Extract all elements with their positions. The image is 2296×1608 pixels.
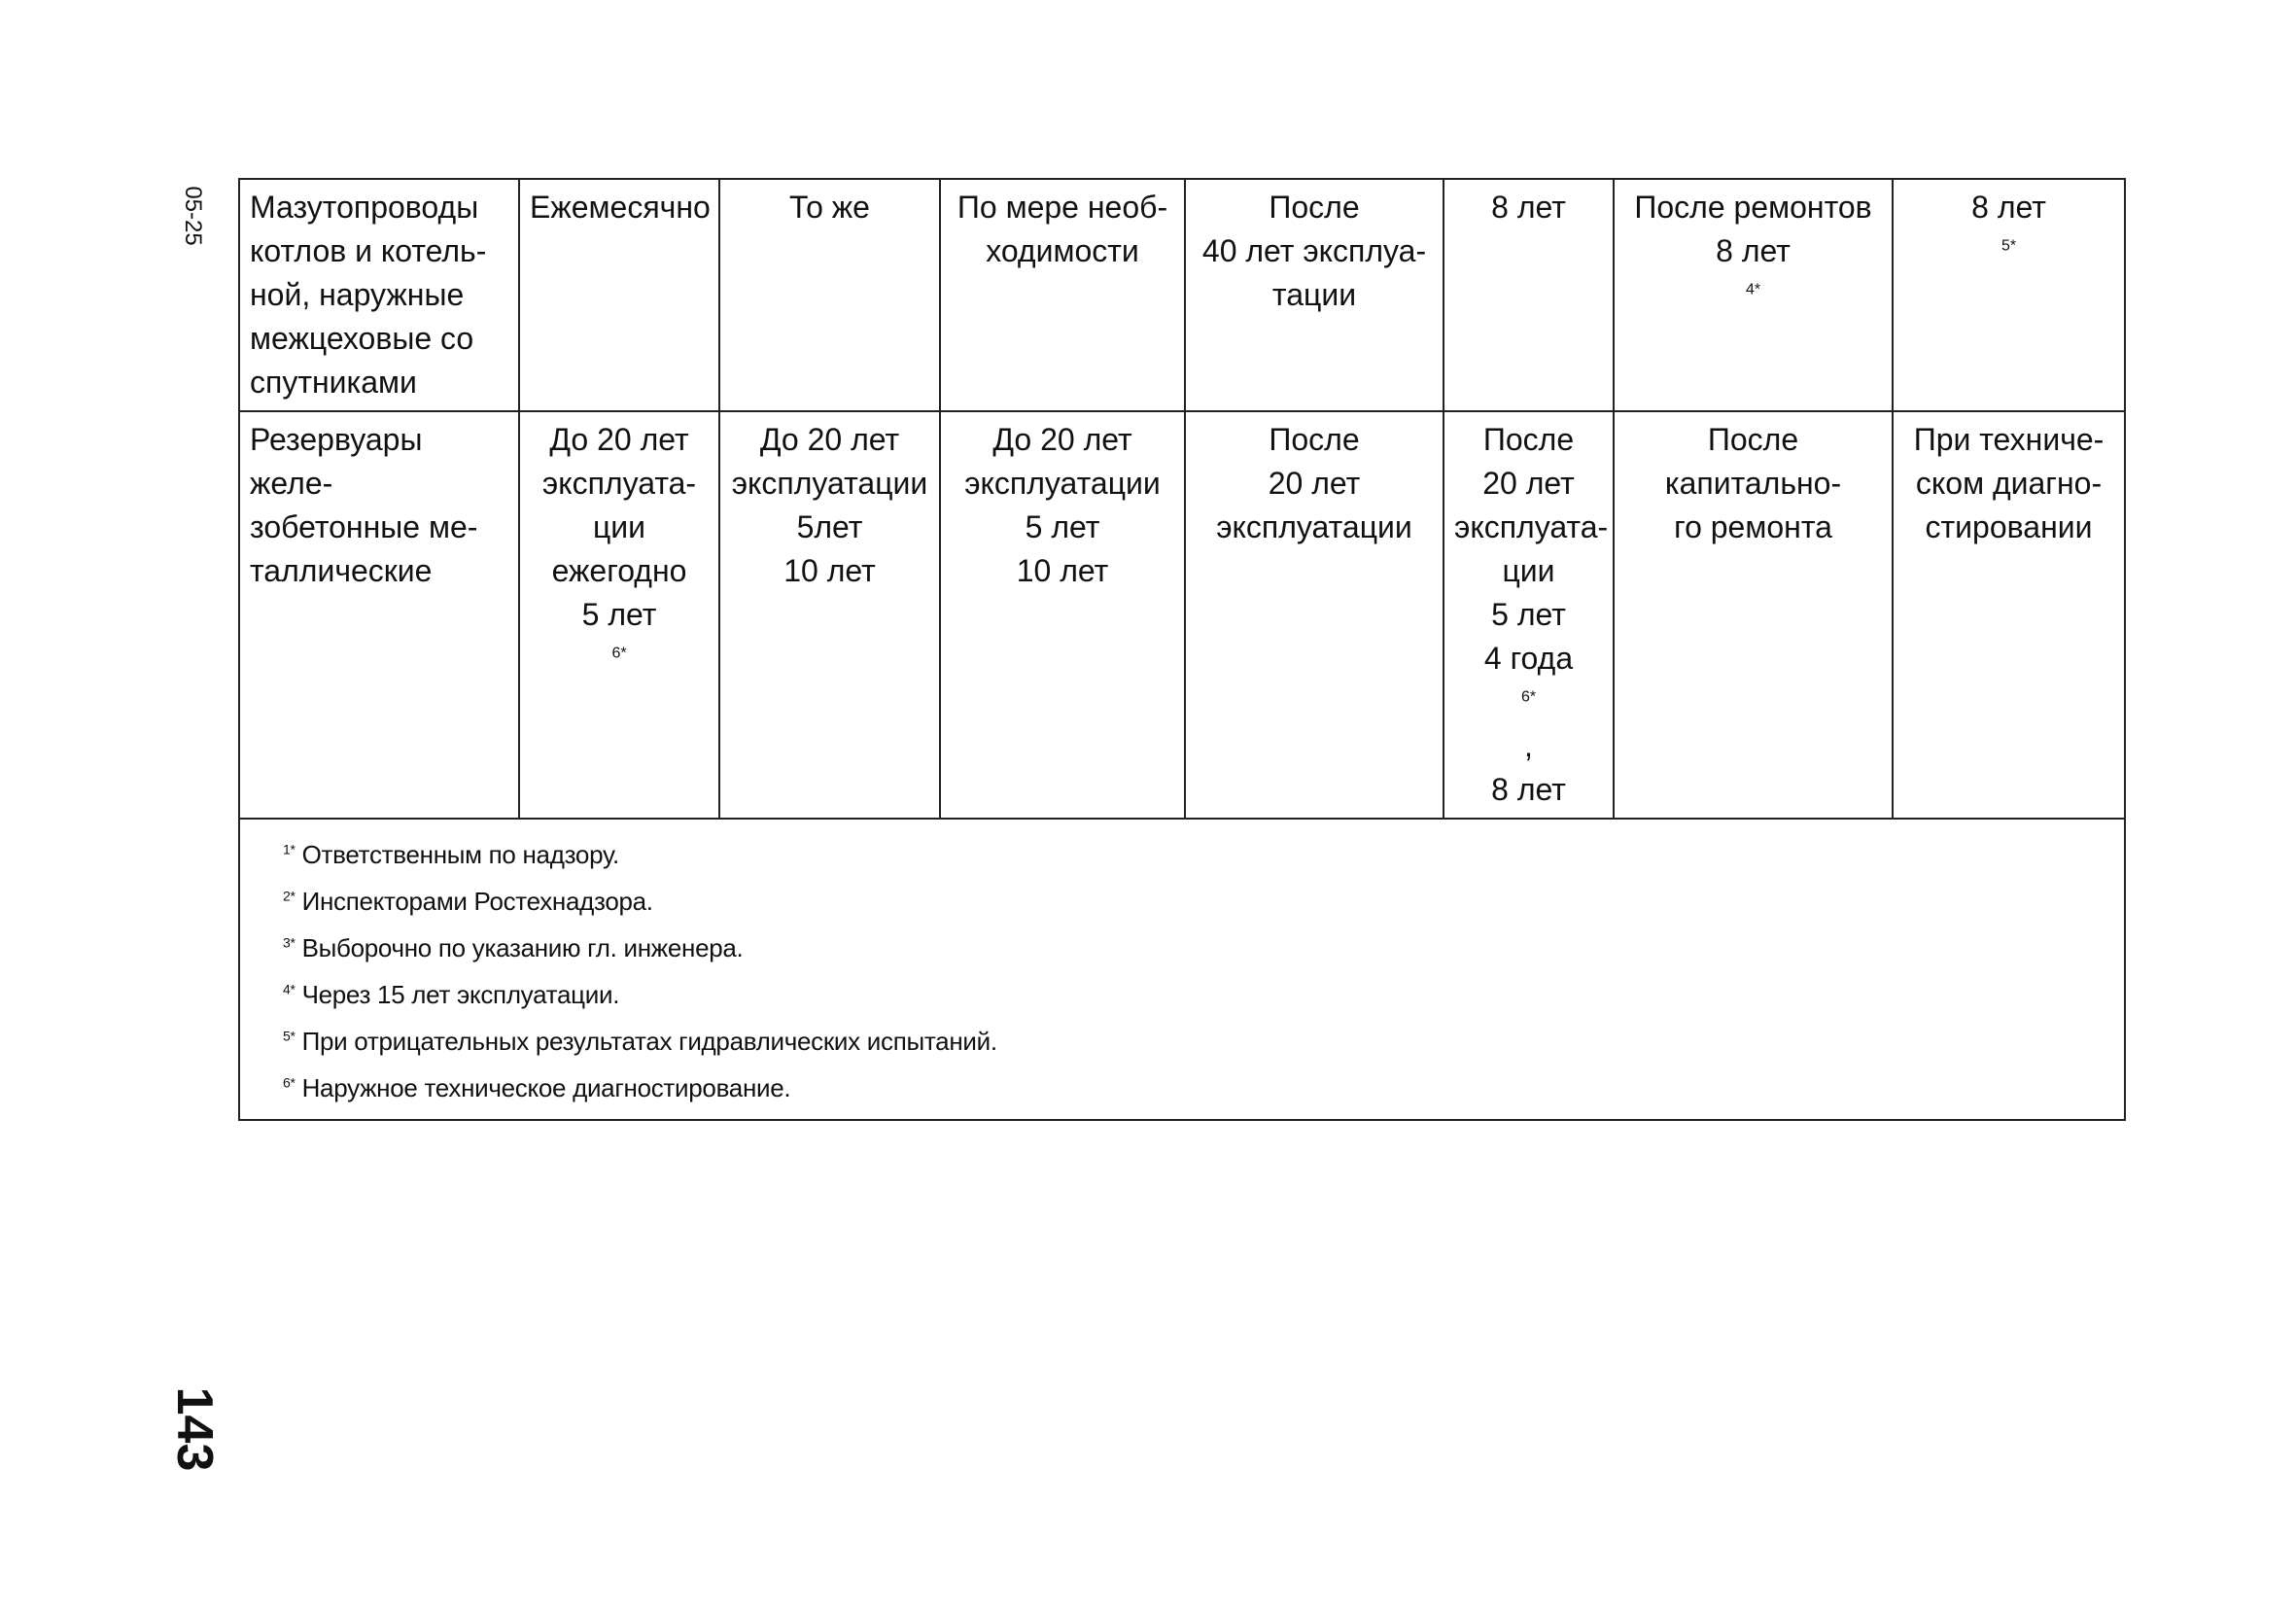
table-cell: До 20 лет эксплуата- ции ежегодно 5 лет $^{6*}$ [519,411,719,819]
footnotes-cell [239,819,2125,1120]
table-cell: После капитально- го ремонта [1614,411,1893,819]
inspection-schedule-table [238,178,2126,1121]
table-row [239,179,2125,411]
table-cell: При техниче- ском диагно- стировании [1893,411,2125,819]
footnote-mark: 4* [1745,281,1761,298]
footnote-mark: 6* [1520,688,1537,706]
table-cell: Ежемесячно [519,179,719,411]
footnote-mark: 5* [2000,237,2017,255]
table-cell: 8 лет [1444,179,1614,411]
footnote: $^{3*}$ Выборочно по указанию гл. инженера. [283,933,744,962]
footnote: $^{6*}$ Наружное техническое диагностирование. [283,1073,791,1102]
footnote-mark: 6* [611,645,627,662]
footnote: $^{1*}$ Ответственным по надзору. [283,840,619,869]
table-cell: Мазутопроводы котлов и котель- ной, наружные межцеховые со спутниками [239,179,519,411]
table-cell: То же [719,179,940,411]
footnote: $^{2*}$ Инспекторами Ростехнадзора. [283,887,653,916]
table-cell: После ремонтов 8 лет $^{4*}$ [1614,179,1893,411]
footnote: $^{5*}$ При отрицательных результатах гидравлических испытаний. [283,1027,997,1056]
table-cell: По мере необ- ходимости [940,179,1185,411]
side-document-code: 05-25 [180,186,206,246]
table-cell: Резервуары желе- зобетонные ме- таллические [239,411,519,819]
table-cell: После 40 лет эксплуа- тации [1185,179,1444,411]
table-cell: До 20 лет эксплуатации 5 лет 10 лет [940,411,1185,819]
footnote: $^{4*}$ Через 15 лет эксплуатации. [283,980,620,1009]
table-cell: 8 лет $^{5*}$ [1893,179,2125,411]
page-number: 143 [166,1386,223,1472]
table-cell: После 20 лет эксплуата- ции 5 лет 4 года $^{6*}$ , 8 лет [1444,411,1614,819]
table-cell: До 20 лет эксплуатации 5лет 10 лет [719,411,940,819]
table-row [239,411,2125,819]
footnotes-row [239,819,2125,1120]
table-cell: После 20 лет эксплуатации [1185,411,1444,819]
